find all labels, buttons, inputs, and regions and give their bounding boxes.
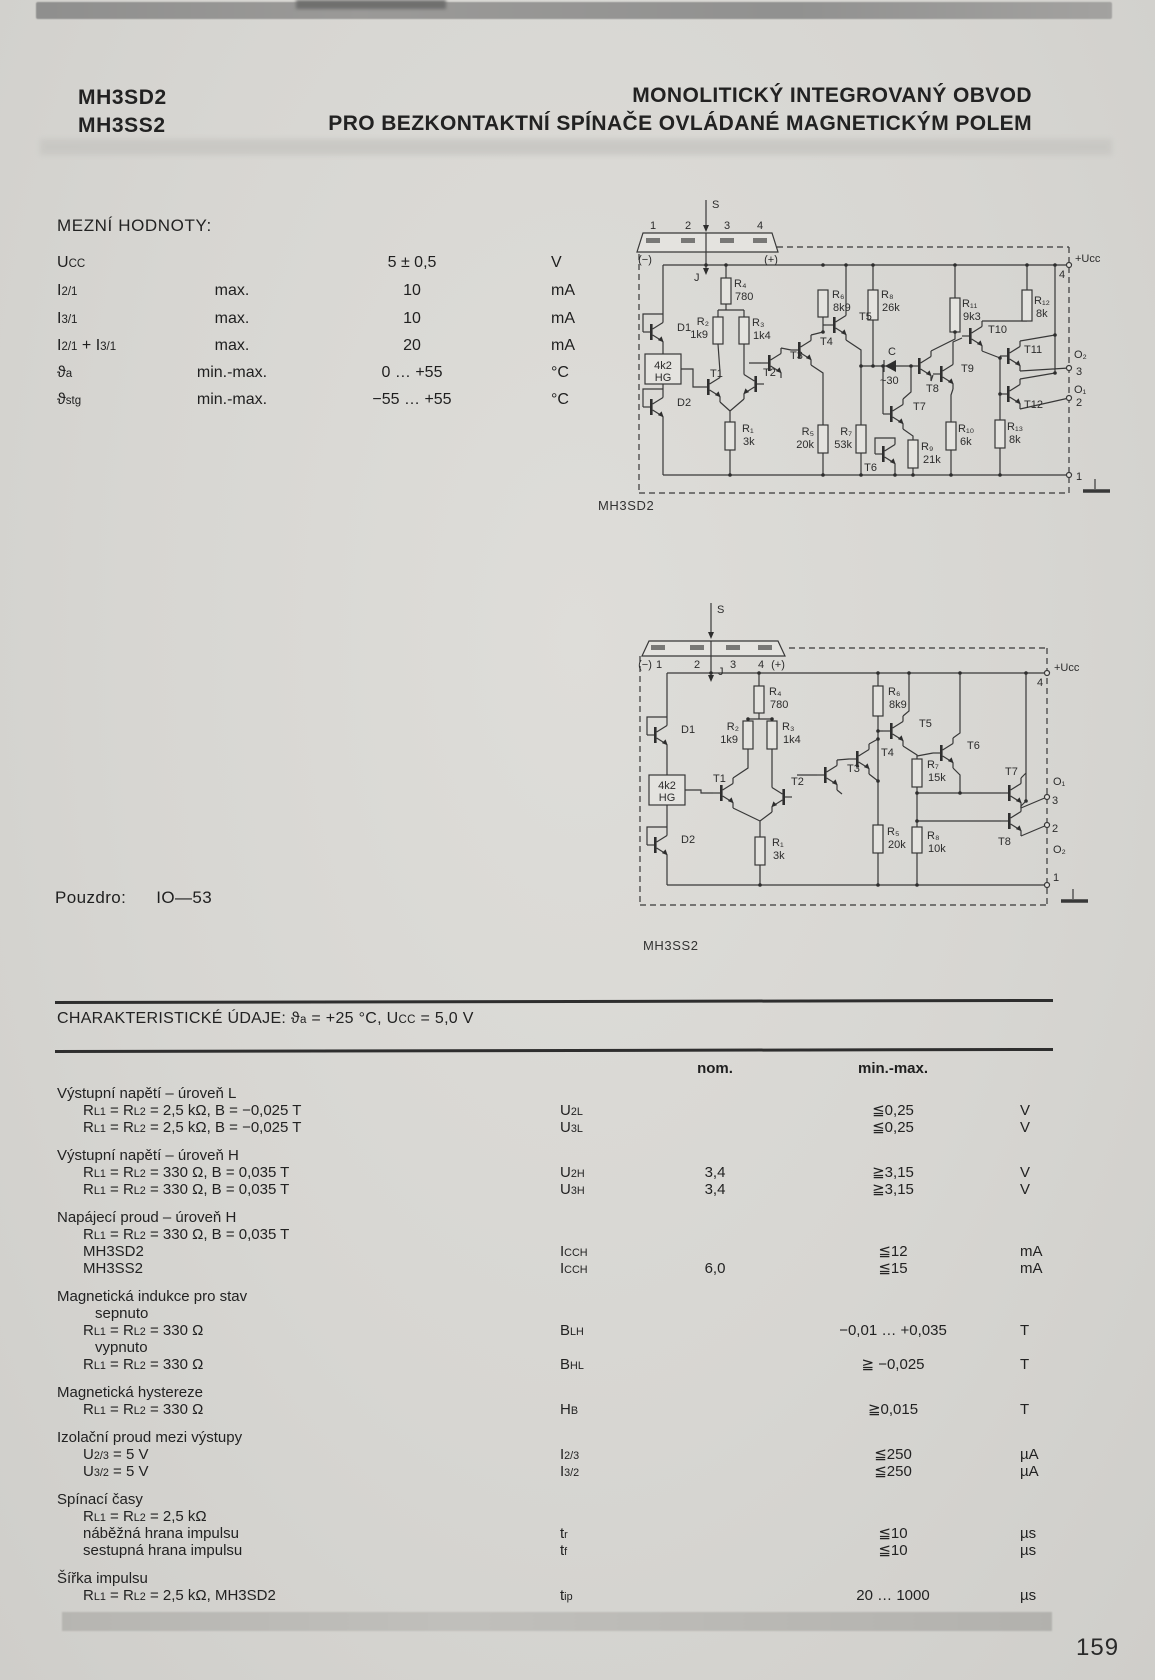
package-outline (637, 233, 778, 252)
schematic-label: R₁₁ (962, 298, 978, 310)
char-condition: vypnuto (95, 1339, 148, 1356)
schematic-label: 3 (1052, 795, 1059, 807)
char-row (57, 1508, 1127, 1525)
scan-streak (40, 139, 1112, 155)
schematic-label: T2 (763, 367, 776, 379)
limit-symbol: $I_{2/1}$ (57, 282, 78, 299)
char-symbol: $t_r$ (560, 1525, 568, 1542)
ground-symbol (1083, 479, 1110, 491)
char-nom-value: 6,0 (704, 1260, 726, 1277)
package-note-label: Pouzdro: (55, 888, 127, 907)
char-row (57, 1339, 1127, 1356)
char-row (57, 1356, 1127, 1373)
limit-unit: mA (551, 282, 575, 299)
limit-value: 10 (403, 282, 421, 299)
char-minmax-value: ≦10 (878, 1525, 908, 1542)
limit-condition: min.-max. (196, 364, 268, 381)
s-arrow (703, 200, 709, 232)
schematic-label: 3k (743, 436, 755, 448)
char-row (57, 1243, 1127, 1260)
char-unit: µs (1020, 1525, 1037, 1542)
char-group (57, 1085, 1127, 1136)
char-row (57, 1119, 1127, 1136)
char-condition: náběžná hrana impulsu (83, 1525, 239, 1542)
char-symbol: $B_{LH}$ (560, 1322, 584, 1339)
char-condition: $U_{3/2} = 5$ V (83, 1463, 149, 1480)
char-unit: µA (1020, 1463, 1039, 1480)
schematic-label: O₁ (1074, 384, 1087, 396)
part-numbers (78, 84, 167, 140)
char-group-title: Magnetická indukce pro stav (57, 1288, 248, 1305)
char-minmax-value: ≧ −0,025 (861, 1356, 925, 1373)
schematic-label: R₆ (888, 686, 901, 698)
limit-value: 20 (403, 337, 421, 354)
schematic-label: R₈ (927, 830, 940, 842)
char-minmax-value: ≦10 (878, 1542, 908, 1559)
char-unit: µs (1020, 1587, 1037, 1604)
char-row (57, 1226, 1127, 1243)
limit-value: −55 … +55 (372, 391, 452, 408)
schematic-label: T11 (1024, 344, 1043, 356)
char-condition: $R_{L1} = R_{L2} = 2,5$ kΩ (83, 1508, 207, 1525)
schematic-label: 4 (1059, 269, 1066, 281)
schematic-label: R₃ (782, 721, 795, 733)
char-row (57, 1181, 1127, 1198)
pins (1067, 263, 1072, 478)
schematic-mh3sd2 (593, 192, 1123, 512)
char-unit: V (1020, 1119, 1031, 1136)
schematic-label: R₁ (742, 423, 754, 435)
char-minmax-value: ≦250 (874, 1463, 912, 1480)
char-condition: $R_{L1} = R_{L2} = 2,5$ kΩ, B = −0,025 T (83, 1102, 302, 1119)
limit-condition: max. (214, 282, 250, 299)
char-symbol: $I_{3/2}$ (560, 1463, 580, 1480)
schematic-label: 20k (888, 839, 906, 851)
schematic-label: T7 (913, 401, 926, 413)
char-symbol: $t_{ip}$ (560, 1587, 573, 1604)
limit-unit: °C (551, 391, 569, 408)
schematic-label: R₁₃ (1007, 421, 1024, 433)
schematic-label: 3 (723, 220, 731, 232)
schematic-label: T1 (710, 368, 723, 380)
char-symbol: $I_{2/3}$ (560, 1446, 580, 1463)
schematic-label: O₁ (1053, 776, 1066, 788)
char-condition: MH3SD2 (83, 1243, 144, 1260)
schematic-label: 1k9 (720, 734, 738, 746)
diode-c (884, 360, 896, 372)
schematic-label: 3k (773, 850, 785, 862)
char-symbol: $I_{CCH}$ (560, 1260, 588, 1277)
circuit-wires (647, 673, 1047, 885)
char-group-title: Výstupní napětí – úroveň L (57, 1085, 237, 1102)
schematic-label: 1k4 (783, 734, 801, 746)
schematic1-caption: MH3SD2 (598, 498, 655, 513)
char-condition: $R_{L1} = R_{L2} = 330$ Ω, B = 0,035 T (83, 1164, 290, 1181)
char-row (57, 1401, 1127, 1418)
char-row (57, 1164, 1127, 1181)
schematic-label: T3 (790, 350, 803, 362)
column-header-nom: nom. (697, 1060, 733, 1077)
schematic-label: C (888, 346, 896, 358)
char-minmax-value: ≦0,25 (872, 1102, 914, 1119)
char-group (57, 1147, 1127, 1198)
char-nom-value: 3,4 (704, 1181, 726, 1198)
part-number-1: MH3SD2 (78, 86, 167, 109)
schematic-label: 26k (882, 302, 900, 314)
schematic-label: D2 (677, 397, 692, 409)
schematic-label: 20k (796, 439, 814, 451)
char-row (57, 1322, 1127, 1339)
char-unit: mA (1020, 1243, 1043, 1260)
limit-symbol: $ϑ_{stg}$ (57, 391, 82, 408)
schematic-label: D1 (681, 724, 696, 736)
transistors (647, 716, 1022, 860)
ic-boundary (640, 648, 1047, 905)
char-unit: V (1020, 1164, 1031, 1181)
schematic-label: R₇ (840, 426, 852, 438)
char-row (57, 1446, 1127, 1463)
char-group (57, 1288, 1127, 1373)
schematic-label: 2 (1076, 397, 1083, 409)
package-note-value: IO—53 (156, 888, 213, 907)
schematic-label: 3 (1076, 366, 1083, 378)
char-minmax-value: ≧0,015 (867, 1401, 919, 1418)
table-rule-top (55, 999, 1053, 1004)
char-minmax-value: ≧3,15 (872, 1181, 914, 1198)
char-condition: $R_{L1} = R_{L2} = 330$ Ω, B = 0,035 T (83, 1226, 290, 1243)
schematic-label: O₂ (1074, 349, 1087, 361)
limits-table (57, 252, 617, 422)
package-note (55, 888, 212, 908)
schematic-label: R₇ (927, 759, 939, 771)
schematic-label: R₉ (921, 441, 934, 453)
schematic-label: R₁ (772, 837, 784, 849)
schematic2-caption: MH3SS2 (643, 938, 699, 953)
schematic-label: R₂ (696, 316, 709, 328)
schematic-label: T2 (791, 776, 804, 788)
title-line-2: PRO BEZKONTAKTNÍ SPÍNAČE OVLÁDANÉ MAGNETICKÝM POLEM (328, 112, 1032, 135)
char-nom-value: 3,4 (704, 1164, 726, 1181)
char-group-title: Výstupní napětí – úroveň H (57, 1147, 239, 1164)
schematic-label: J (694, 272, 700, 284)
schematic-label: D2 (681, 834, 696, 846)
schematic-label: HG (658, 792, 676, 804)
schematic-label: 4k2 (658, 780, 676, 792)
char-unit: T (1020, 1356, 1030, 1373)
limit-unit: mA (551, 337, 575, 354)
schematic-label: T4 (881, 747, 894, 759)
limit-symbol: $U_{CC}$ (57, 254, 86, 271)
char-unit: V (1020, 1102, 1031, 1119)
limit-unit: V (551, 254, 562, 271)
schematic-label: 8k (1036, 308, 1048, 320)
schematic-label: 1 (1076, 471, 1083, 483)
char-group-title: Spínací časy (57, 1491, 143, 1508)
schematic-label: S (717, 604, 725, 616)
char-symbol: $U_{3H}$ (560, 1181, 585, 1198)
char-condition: $R_{L1} = R_{L2} = 330$ Ω (83, 1322, 204, 1339)
limits-title: MEZNÍ HODNOTY: (57, 216, 212, 235)
schematic-label: 4 (757, 659, 765, 671)
schematic-label: 1 (1053, 872, 1060, 884)
schematic-label: 780 (770, 699, 789, 711)
schematic-label: T3 (847, 763, 860, 775)
char-symbol: $U_{2L}$ (560, 1102, 583, 1119)
char-unit: µs (1020, 1542, 1037, 1559)
char-condition: $R_{L1} = R_{L2} = 330$ Ω, B = 0,035 T (83, 1181, 290, 1198)
schematic-label: 1k9 (690, 329, 708, 341)
schematic-label: HG (654, 372, 672, 384)
limit-symbol: $I_{3/1}$ (57, 310, 78, 327)
schematic-label: R₄ (734, 278, 747, 290)
schematic-label: (−) (638, 254, 652, 266)
char-row (57, 1463, 1127, 1480)
schematic-label: R₆ (832, 289, 845, 301)
schematic-label: +Ucc (1054, 662, 1080, 674)
char-group (57, 1429, 1127, 1480)
char-condition: MH3SS2 (83, 1260, 144, 1277)
char-row (57, 1587, 1127, 1604)
char-row (57, 1260, 1127, 1277)
part-number-2: MH3SS2 (78, 114, 166, 137)
schematic-label: 3 (729, 659, 737, 671)
schematic-label: (−) (638, 659, 652, 671)
char-group (57, 1570, 1127, 1604)
schematic-label: T10 (988, 324, 1007, 336)
char-minmax-value: −0,01 … +0,035 (839, 1322, 947, 1339)
schematic-label: T6 (967, 740, 980, 752)
schematic-label: 4k2 (654, 360, 672, 372)
limit-symbol: $ϑ_a$ (57, 364, 73, 381)
schematic-label: 2 (693, 659, 701, 671)
char-minmax-value: ≧3,15 (872, 1164, 914, 1181)
char-group-title: Magnetická hystereze (57, 1384, 203, 1401)
limit-value: 0 … +55 (381, 364, 443, 381)
schematic-label: 2 (684, 220, 692, 232)
limit-row (57, 335, 617, 357)
char-group (57, 1384, 1127, 1418)
char-condition: $U_{2/3} = 5$ V (83, 1446, 149, 1463)
schematic-label: R₈ (881, 289, 894, 301)
limit-row (57, 389, 617, 411)
schematic-label: 1k4 (753, 330, 771, 342)
schematic-label: 9k3 (963, 311, 981, 323)
schematic-label: 53k (834, 439, 852, 451)
char-column-headers (57, 1060, 1122, 1078)
char-row (57, 1305, 1127, 1322)
char-group-title: Izolační proud mezi výstupy (57, 1429, 243, 1446)
schematic-label: R₂ (726, 721, 739, 733)
char-unit: T (1020, 1401, 1030, 1418)
schematic-label: 780 (735, 291, 754, 303)
char-table-heading: CHARAKTERISTICKÉ ÚDAJE: $ϑ_a = +25$ °C, $U_{CC} = 5,0$ V (57, 1010, 474, 1027)
char-minmax-value: ≦15 (878, 1260, 908, 1277)
char-symbol: $B_{HL}$ (560, 1356, 584, 1373)
limit-condition: max. (214, 310, 250, 327)
schematic-label: R₁₀ (958, 423, 975, 435)
schematic-label: (+) (771, 659, 785, 671)
limit-value: 10 (403, 310, 421, 327)
schematic-label: T8 (926, 383, 939, 395)
schematic-label: T1 (713, 773, 726, 785)
schematic-label: T7 (1005, 766, 1018, 778)
schematic-label: 8k9 (889, 699, 907, 711)
char-symbol: $I_{CCH}$ (560, 1243, 588, 1260)
schematic-label: 21k (923, 454, 941, 466)
schematic-label: R₁₂ (1034, 295, 1050, 307)
char-minmax-value: ≦12 (878, 1243, 908, 1260)
char-unit: T (1020, 1322, 1030, 1339)
schematic-label: T8 (998, 836, 1011, 848)
title-line-1: MONOLITICKÝ INTEGROVANÝ OBVOD (632, 84, 1032, 107)
char-unit: V (1020, 1181, 1031, 1198)
char-row (57, 1542, 1127, 1559)
char-group-title: Šířka impulsu (57, 1570, 148, 1587)
limit-row (57, 308, 617, 330)
schematic-label: R₃ (752, 317, 765, 329)
char-group-title: Napájecí proud – úroveň H (57, 1209, 237, 1226)
schematic-label: 1 (649, 220, 657, 232)
char-symbol: $U_{2H}$ (560, 1164, 585, 1181)
limit-unit: °C (551, 364, 569, 381)
schematic-label: 6k (960, 436, 972, 448)
schematic-label: 10k (928, 843, 946, 855)
limit-value: 5 ± 0,5 (387, 254, 437, 271)
j-arrow (708, 656, 714, 682)
schematic-label: R₄ (769, 686, 782, 698)
schematic-label: R₅ (887, 826, 900, 838)
schematic-label: +Ucc (1075, 253, 1101, 265)
schematic-label: 1 (655, 659, 663, 671)
limit-row (57, 362, 617, 384)
char-condition: $R_{L1} = R_{L2} = 2,5$ kΩ, B = −0,025 T (83, 1119, 302, 1136)
page-number: 159 (1076, 1634, 1120, 1661)
schematic-label: T12 (1024, 399, 1043, 411)
limit-condition: min.-max. (196, 391, 268, 408)
page-title (320, 82, 1032, 138)
schematic-label: 8k (1009, 434, 1021, 446)
limit-symbol: $I_{2/1} + I_{3/1}$ (57, 337, 117, 354)
table-rule-mid (55, 1048, 1053, 1053)
char-condition: sepnuto (95, 1305, 149, 1322)
char-symbol: $H_B$ (560, 1401, 579, 1418)
char-condition: $R_{L1} = R_{L2} = 2,5$ kΩ, MH3SD2 (83, 1587, 276, 1604)
schematic-label: D1 (677, 322, 692, 334)
schematic-label: R₅ (801, 426, 814, 438)
char-condition: sestupná hrana impulsu (83, 1542, 243, 1559)
schematic-label: ~30 (880, 375, 899, 387)
schematic-label: T6 (864, 462, 877, 474)
schematic-label: 15k (928, 772, 946, 784)
char-minmax-value: ≦0,25 (872, 1119, 914, 1136)
schematic-label: T9 (961, 363, 974, 375)
char-group (57, 1491, 1127, 1559)
char-unit: µA (1020, 1446, 1039, 1463)
schematic-mh3ss2 (593, 563, 1093, 915)
scan-blob (296, 0, 446, 9)
schematic-label: 2 (1052, 823, 1059, 835)
ic-boundary (639, 247, 1069, 493)
char-table-body (57, 1085, 1127, 1615)
scan-band-top (36, 2, 1112, 19)
limit-unit: mA (551, 310, 575, 327)
schematic-label: T5 (919, 718, 932, 730)
resistor-symbols (713, 278, 1032, 468)
ground-symbol (1061, 889, 1088, 901)
schematic-label: 4 (756, 220, 764, 232)
column-header-minmax: min.-max. (857, 1060, 929, 1077)
char-symbol: $t_f$ (560, 1542, 568, 1559)
limit-row (57, 280, 617, 302)
schematic-label: J (718, 666, 724, 678)
package-outline (642, 641, 785, 656)
schematic-label: S (712, 199, 720, 211)
schematic-label: T4 (820, 336, 833, 348)
schematic-label: O₂ (1053, 844, 1066, 856)
limit-condition: max. (214, 337, 250, 354)
char-row (57, 1102, 1127, 1119)
char-symbol: $U_{3L}$ (560, 1119, 583, 1136)
char-minmax-value: ≦250 (874, 1446, 912, 1463)
char-condition: $R_{L1} = R_{L2} = 330$ Ω (83, 1401, 204, 1418)
char-minmax-value: 20 … 1000 (856, 1587, 930, 1604)
char-group (57, 1209, 1127, 1277)
char-row (57, 1525, 1127, 1542)
schematic-label: T5 (859, 311, 872, 323)
limit-row (57, 252, 617, 274)
char-condition: $R_{L1} = R_{L2} = 330$ Ω (83, 1356, 204, 1373)
schematic-label: (+) (764, 254, 778, 266)
schematic-label: 8k9 (833, 302, 851, 314)
s-arrow (708, 603, 714, 639)
char-unit: mA (1020, 1260, 1043, 1277)
schematic-label: 4 (1037, 677, 1044, 689)
